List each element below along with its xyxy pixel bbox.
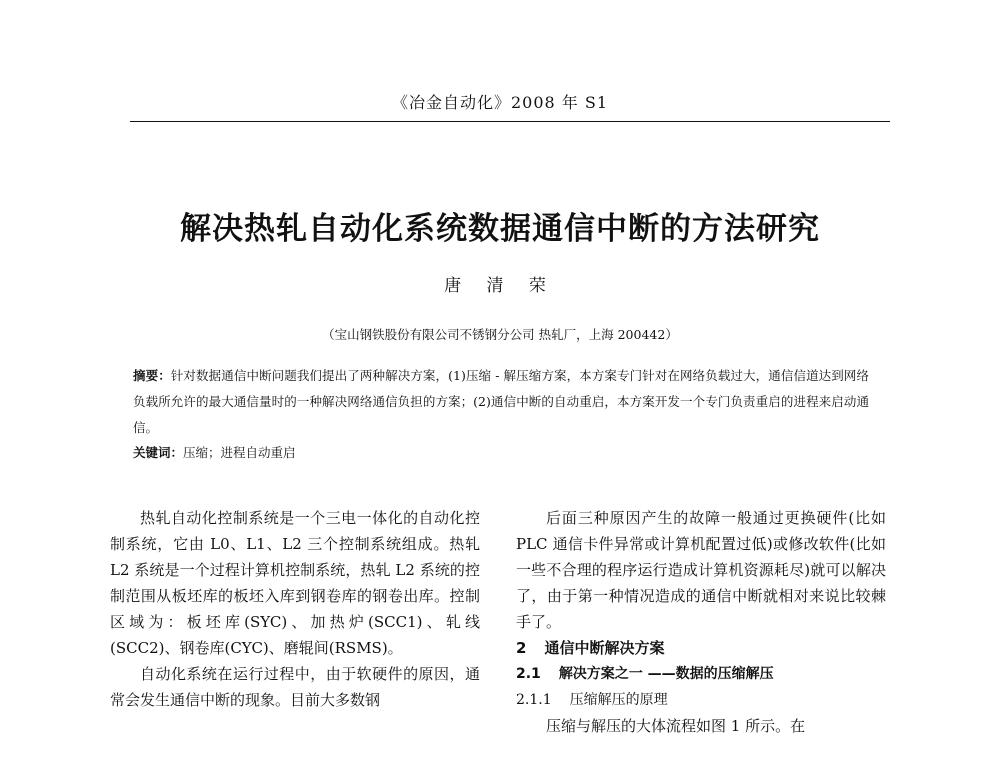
subsubsection-number: 2.1.1: [516, 692, 552, 708]
abstract-text: 针对数据通信中断问题我们提出了两种解决方案，(1)压缩 - 解压缩方案，本方案专门针对在网络负载过大，通信信道达到网络负载所允许的最大通信量时的一种解决网络通信负担的方案；(2)通信中断的自动重启，本方案开发一个专门负责重启的进程来启动通信。: [133, 368, 869, 435]
abstract-label: 摘要：: [133, 368, 171, 383]
header-rule: [130, 121, 890, 122]
body-paragraph: 后面三种原因产生的故障一般通过更换硬件(比如 PLC 通信卡件异常或计算机配置过低)或修改软件(比如一些不合理的程序运行造成计算机资源耗尽)就可以解决了，由于第一种情况造成的通信中断就相对来说比较棘手了。: [516, 509, 886, 631]
subsection-title: 解决方案之一 ——数据的压缩解压: [558, 666, 774, 682]
body-column-right: [516, 505, 886, 739]
author-affiliation: （宝山钢铁股份有限公司不锈钢分公司 热轧厂，上海 200442）: [322, 327, 678, 342]
body-paragraph: 压缩与解压的大体流程如图 1 所示。在: [546, 717, 806, 735]
section-number: 2: [516, 639, 527, 657]
abstract: [133, 363, 869, 441]
subsubsection-heading: [516, 687, 886, 713]
paper-title: 解决热轧自动化系统数据通信中断的方法研究: [180, 211, 820, 247]
subsection-number: 2.1: [516, 666, 541, 682]
journal-header: 《冶金自动化》2008 年 S1: [391, 93, 609, 112]
body-paragraph: 自动化系统在运行过程中，由于软硬件的原因，通常会发生通信中断的现象。目前大多数钢: [110, 665, 480, 709]
subsubsection-title: 压缩解压的原理: [569, 692, 668, 708]
section-title: 通信中断解决方案: [544, 639, 665, 657]
keywords: [133, 443, 869, 461]
keywords-label: 关键词：: [133, 445, 184, 460]
section-heading: [516, 635, 886, 661]
body-column-left: [110, 505, 480, 713]
keywords-text: 压缩；进程自动重启: [183, 445, 296, 460]
subsection-heading: [516, 661, 886, 687]
body-paragraph: 热轧自动化控制系统是一个三电一体化的自动化控制系统，它由 L0、L1、L2 三个控制系统组成。热轧 L2 系统是一个过程计算机控制系统，热轧 L2 系统的控制范围从板坯库的板坯入库到钢卷库的钢卷出库。控制区域为：板坯库(SYC)、加热炉(SCC1)、轧线(SCC2)、钢卷库(CYC)、磨辊间(RSMS)。: [110, 509, 480, 657]
author-name: 唐 清 荣: [444, 276, 556, 296]
